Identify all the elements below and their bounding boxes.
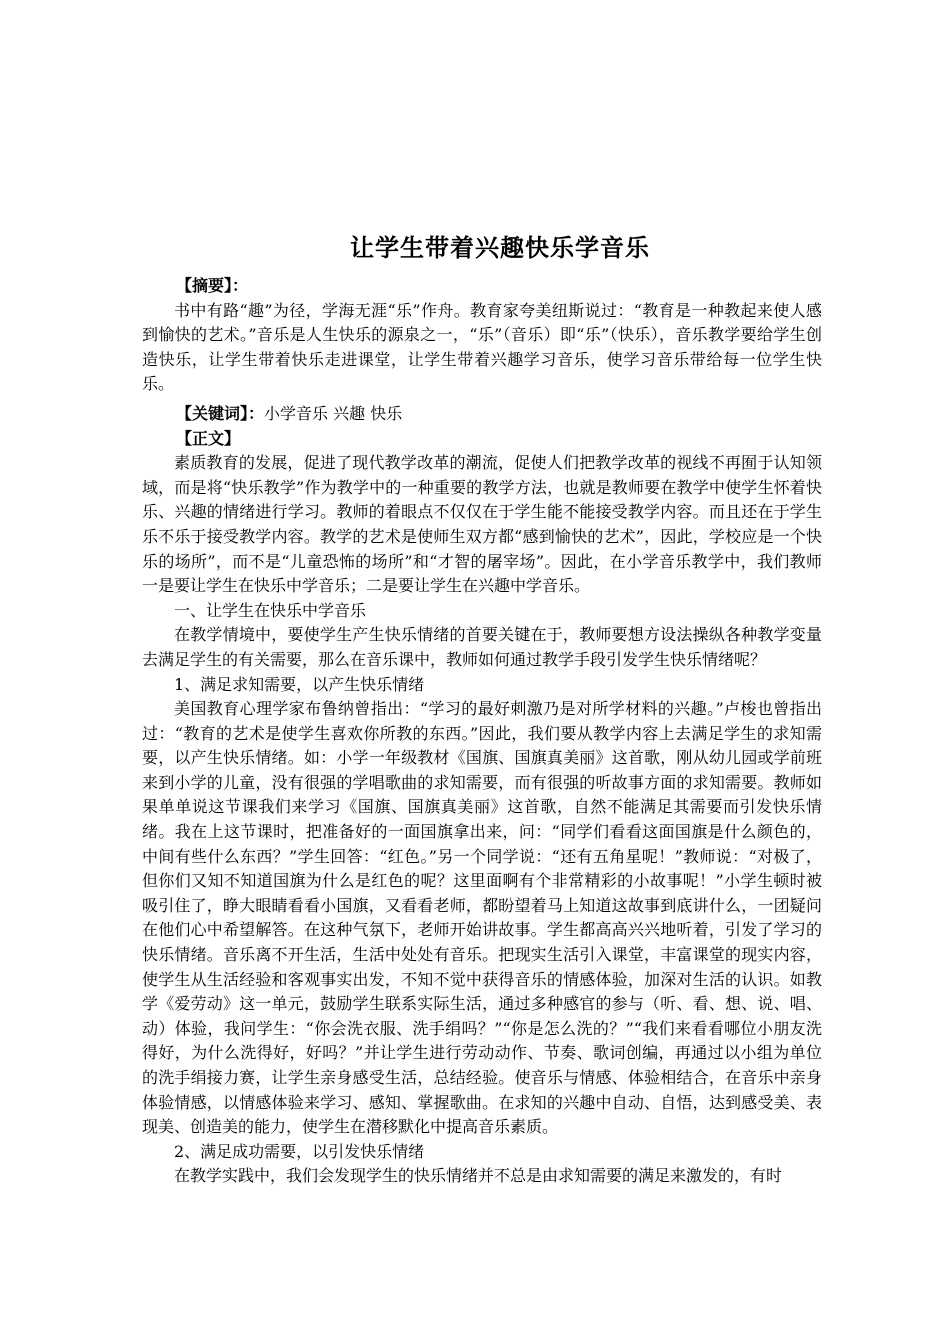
- keywords-line: [142, 402, 822, 427]
- section-heading: 一、让学生在快乐中学音乐: [174, 600, 367, 620]
- body-paragraph: 美国教育心理学家布鲁纳曾指出：“学习的最好刺激乃是对所学材料的兴趣。”卢梭也曾指出过：“教育的艺术是使学生喜欢你所教的东西。”因此，我们要从教学内容上去满足学生的求知需要，以产生快乐情绪。如：小学一年级教材《国旗、国旗真美丽》这首歌，刚从幼儿园或学前班来到小学的儿童，没有很强的学唱歌曲的求知需要，而有很强的听故事方面的求知需要。教师如果单单说这节课我们来学习《国旗、国旗真美丽》这首歌，自然不能满足其需要而引发快乐情绪。我在上这节课时，把准备好的一面国旗拿出来，问：“同学们看看这面国旗是什么颜色的，中间有些什么东西？”学生回答：“红色。”另一个同学说：“还有五角星呢！”教师说：“对极了，但你们又知不知道国旗为什么是红色的呢？这里面啊有个非常精彩的小故事呢！”小学生顿时被吸引住了，睁大眼睛看看小国旗，又看看老师，都盼望着马上知道这故事到底讲什么，一团疑问在他们心中希望解答。在这种气氛下，老师开始讲故事。学生都高高兴兴地听着，引发了学习的快乐情绪。音乐离不开生活，生活中处处有音乐。把现实生活引入课堂，丰富课堂的现实内容，使学生从生活经验和客观事实出发，不知不觉中获得音乐的情感体验，加深对生活的认识。如教学《爱劳动》这一单元，鼓励学生联系实际生活，通过多种感官的参与（听、看、想、说、唱、动）体验，我问学生：“你会洗衣服、洗手绢吗？”“你是怎么洗的？”“我们来看看哪位小朋友洗得好，为什么洗得好，好吗？”并让学生进行劳动动作、节奏、歌词创编，再通过以小组为单位的洗手绢接力赛，让学生亲身感受生活，总结经验。使音乐与情感、体验相结合，在音乐中亲身体验情感，以情感体验来学习、感知、掌握歌曲。在求知的兴趣中自动、自悟，达到感受美、表现美、创造美的能力，使学生在潜移默化中提高音乐素质。: [142, 699, 822, 1137]
- body-paragraph: 素质教育的发展，促进了现代教学改革的潮流，促使人们把教学改革的视线不再囿于认知领域，而是将“快乐教学”作为教学中的一种重要的教学方法，也就是教师要在教学中使学生怀着快乐、兴趣的情绪进行学习。教师的着眼点不仅仅在于学生能不能接受教学内容。而且还在于学生乐不乐于接受教学内容。教学的艺术是使师生双方都“感到愉快的艺术”，因此，学校应是一个快乐的场所”，而不是“儿童恐怖的场所”和“才智的屠宰场”。因此，在小学音乐教学中，我们教师一是要让学生在快乐中学音乐；二是要让学生在兴趣中学音乐。: [142, 453, 822, 596]
- keywords-text: 小学音乐 兴趣 快乐: [264, 403, 403, 423]
- keywords-label: 【关键词】：: [176, 403, 265, 423]
- abstract-paragraph: 书中有路“趣”为径，学海无涯“乐”作舟。教育家夸美纽斯说过：“教育是一种教起来使人感到愉快的艺术。”音乐是人生快乐的源泉之一，“乐”（音乐）即“乐”（快乐），音乐教学要给学生创造快乐，让学生带着快乐走进课堂，让学生带着兴趣学习音乐，使学习音乐带给每一位学生快乐。: [142, 300, 822, 394]
- document-title: 让学生带着兴趣快乐学音乐: [350, 234, 650, 262]
- body-label: 【正文】: [176, 428, 241, 448]
- document-body: [142, 274, 822, 1189]
- subsection-heading: 1、满足求知需要，以产生快乐情绪: [174, 674, 425, 694]
- body-paragraph: 在教学情境中，要使学生产生快乐情绪的首要关键在于，教师要想方设法操纵各种教学变量去满足学生的有关需要，那么在音乐课中，教师如何通过教学手段引发学生快乐情绪呢？: [142, 625, 822, 669]
- abstract-label: 【摘要】：: [176, 276, 249, 295]
- body-paragraph: 在教学实践中，我们会发现学生的快乐情绪并不总是由求知需要的满足来激发的，有时: [174, 1166, 783, 1186]
- subsection-heading: 2、满足成功需要，以引发快乐情绪: [174, 1141, 425, 1161]
- body-heading: [142, 427, 822, 452]
- abstract-heading: [142, 274, 822, 299]
